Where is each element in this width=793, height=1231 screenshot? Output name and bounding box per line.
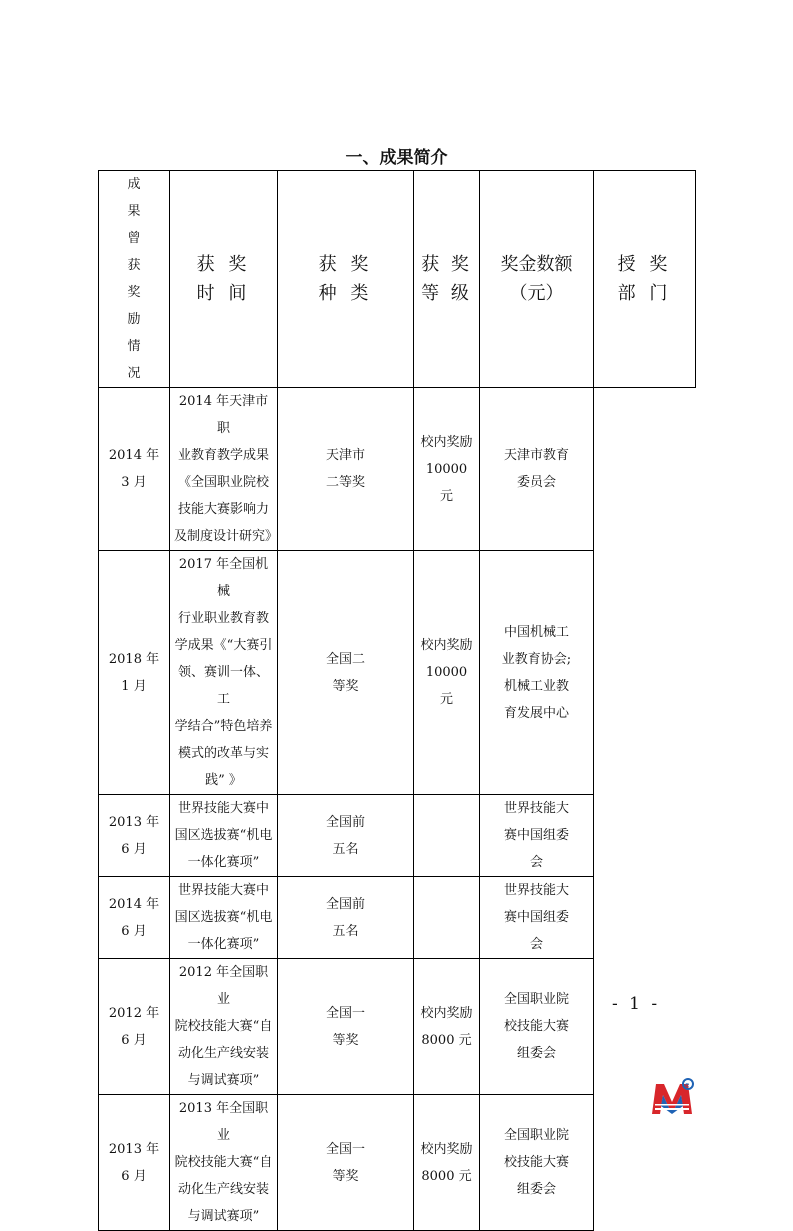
header-level: 获 奖 等 级 — [414, 171, 480, 388]
cell-type: 世界技能大赛中 国区选拔赛“机电 一体化赛项” — [170, 877, 278, 959]
side-label-char: 果 — [127, 204, 141, 219]
side-label — [99, 171, 170, 388]
cell-amount: 校内奖励 10000 元 — [414, 551, 480, 795]
cell-type: 世界技能大赛中 国区选拔赛“机电 一体化赛项” — [170, 795, 278, 877]
cell-type: 2014 年天津市职 业教育教学成果 《全国职业院校 技能大赛影响力 及制度设计研究》 — [170, 388, 278, 551]
header-type: 获 奖 种 类 — [278, 171, 414, 388]
cell-amount: 校内奖励 10000 元 — [414, 388, 480, 551]
side-label-char: 成 — [127, 177, 141, 192]
cell-amount: 校内奖励 8000 元 — [414, 1095, 480, 1231]
cell-time: 2013 年 6 月 — [99, 1095, 170, 1231]
awards-table — [98, 170, 696, 1231]
cell-type: 2017 年全国机械 行业职业教育教 学成果《“大赛引 领、赛训一体、工 学结合”特色培养 模式的改革与实 践” 》 — [170, 551, 278, 795]
cell-dept: 世界技能大 赛中国组委 会 — [480, 877, 594, 959]
side-label-char: 情 — [127, 339, 141, 354]
cell-time: 2013 年 6 月 — [99, 795, 170, 877]
side-label-char: 奖 — [127, 285, 141, 300]
cell-amount: 校内奖励 8000 元 — [414, 959, 480, 1095]
side-label-char: 况 — [127, 366, 141, 381]
side-label-char: 获 — [127, 258, 141, 273]
cell-level: 全国一 等奖 — [278, 959, 414, 1095]
cell-time: 2012 年 6 月 — [99, 959, 170, 1095]
table-row — [99, 795, 696, 877]
cell-amount — [414, 795, 480, 877]
table-row — [99, 388, 696, 551]
cell-level: 全国前 五名 — [278, 795, 414, 877]
svg-text:e: e — [685, 1081, 690, 1089]
cell-dept: 世界技能大 赛中国组委 会 — [480, 795, 594, 877]
table-row — [99, 1095, 696, 1231]
me-logo-icon — [650, 1078, 694, 1116]
header-time: 获 奖 时 间 — [170, 171, 278, 388]
cell-dept: 全国职业院 校技能大赛 组委会 — [480, 1095, 594, 1231]
cell-time: 2014 年 6 月 — [99, 877, 170, 959]
cell-amount — [414, 877, 480, 959]
header-row — [99, 171, 696, 388]
page-number: - 1 - — [612, 994, 661, 1014]
cell-time: 2018 年 1 月 — [99, 551, 170, 795]
cell-level: 全国一 等奖 — [278, 1095, 414, 1231]
cell-type: 2012 年全国职业 院校技能大赛“自 动化生产线安装 与调试赛项” — [170, 959, 278, 1095]
cell-level: 天津市 二等奖 — [278, 388, 414, 551]
side-label-char: 励 — [127, 312, 141, 327]
cell-dept: 全国职业院 校技能大赛 组委会 — [480, 959, 594, 1095]
table-row — [99, 551, 696, 795]
document-title: 一、成果简介 — [345, 148, 448, 168]
cell-dept: 中国机械工 业教育协会; 机械工业教 育发展中心 — [480, 551, 594, 795]
side-label-char: 曾 — [127, 231, 141, 246]
cell-dept: 天津市教育 委员会 — [480, 388, 594, 551]
cell-level: 全国二 等奖 — [278, 551, 414, 795]
header-dept: 授 奖 部 门 — [594, 171, 696, 388]
table-row — [99, 877, 696, 959]
header-amount: 奖金数额 （元） — [480, 171, 594, 388]
cell-level: 全国前 五名 — [278, 877, 414, 959]
cell-time: 2014 年 3 月 — [99, 388, 170, 551]
table-row — [99, 959, 696, 1095]
cell-type: 2013 年全国职业 院校技能大赛“自 动化生产线安装 与调试赛项” — [170, 1095, 278, 1231]
